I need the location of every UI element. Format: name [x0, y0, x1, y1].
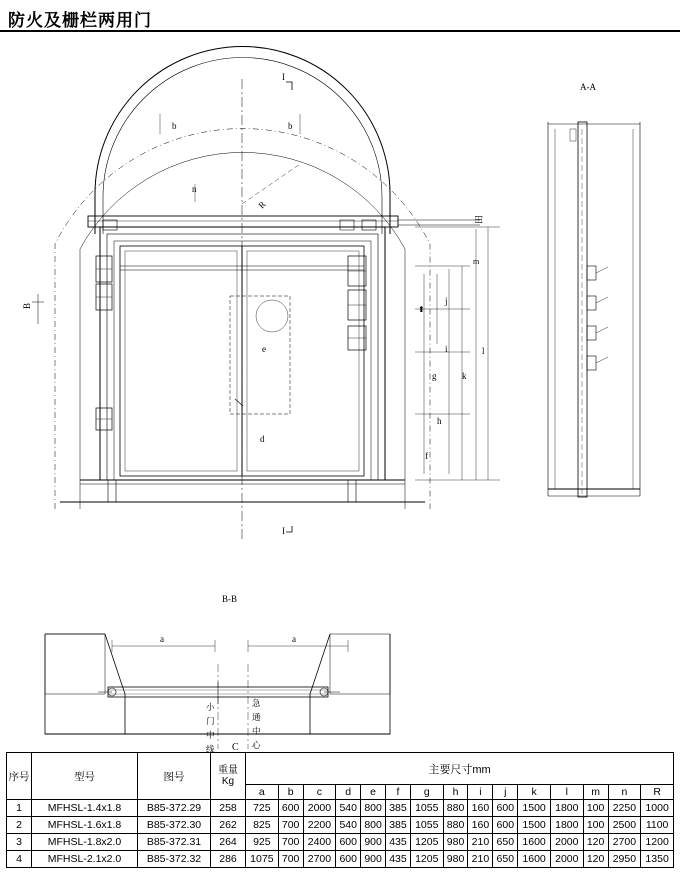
svg-text:m: m [473, 257, 480, 266]
svg-text:i: i [445, 344, 448, 354]
cell-g: 1055 [410, 817, 443, 834]
cell-drawing-no: B85-372.31 [138, 834, 211, 851]
cell-weight: 286 [211, 851, 246, 868]
th-weight-label: 重量 [218, 765, 238, 776]
cell-m: 120 [583, 834, 608, 851]
cell-e: 900 [361, 834, 386, 851]
cell-g: 1205 [410, 834, 443, 851]
svg-text:a: a [292, 634, 296, 644]
cell-R: 1000 [641, 800, 674, 817]
svg-text:通: 通 [252, 712, 261, 722]
label-front-bottom: I [282, 526, 285, 536]
cell-h: 980 [443, 851, 468, 868]
cell-n: 2950 [608, 851, 641, 868]
cell-a: 725 [246, 800, 279, 817]
svg-text:l: l [482, 346, 485, 356]
th-weight-unit: Kg [221, 776, 235, 787]
cell-b: 600 [278, 800, 303, 817]
svg-text:中: 中 [206, 730, 215, 740]
svg-text:B: B [22, 302, 32, 309]
cell-weight: 262 [211, 817, 246, 834]
cell-f: 385 [386, 800, 411, 817]
svg-text:b: b [288, 121, 293, 131]
th-dim-R: R [641, 785, 674, 800]
cell-drawing-no: B85-372.30 [138, 817, 211, 834]
svg-text:田: 田 [474, 214, 484, 224]
cell-n: 2250 [608, 800, 641, 817]
th-dim-f: f [386, 785, 411, 800]
cell-m: 120 [583, 851, 608, 868]
cell-R: 1200 [641, 834, 674, 851]
cell-j: 600 [493, 817, 518, 834]
cell-index: 3 [7, 834, 32, 851]
th-model: 型号 [32, 753, 138, 800]
cell-b: 700 [278, 834, 303, 851]
cell-c: 2400 [303, 834, 336, 851]
page-title: 防火及栅栏两用门 [8, 11, 152, 30]
spec-table-wrapper [6, 752, 674, 868]
th-dim-e: e [361, 785, 386, 800]
cell-f: 435 [386, 834, 411, 851]
cell-l: 1800 [550, 800, 583, 817]
cell-m: 100 [583, 800, 608, 817]
svg-text:小: 小 [206, 702, 215, 712]
title-divider [0, 30, 680, 32]
cell-f: 435 [386, 851, 411, 868]
th-dim-i: i [468, 785, 493, 800]
cell-d: 600 [336, 851, 361, 868]
th-dim-d: d [336, 785, 361, 800]
cell-l: 1800 [550, 817, 583, 834]
cell-weight: 264 [211, 834, 246, 851]
cell-a: 925 [246, 834, 279, 851]
cell-g: 1055 [410, 800, 443, 817]
label-front-top: I [282, 72, 285, 82]
cell-d: 540 [336, 817, 361, 834]
cell-e: 800 [361, 817, 386, 834]
cell-n: 2700 [608, 834, 641, 851]
svg-text:j: j [445, 296, 448, 306]
cell-f: 385 [386, 817, 411, 834]
label-section-bb: B-B [222, 594, 238, 604]
cell-j: 650 [493, 834, 518, 851]
cell-d: 600 [336, 834, 361, 851]
svg-text:中: 中 [252, 726, 261, 736]
cell-j: 650 [493, 851, 518, 868]
svg-text:⬆: ⬆ [418, 305, 425, 314]
cell-b: 700 [278, 817, 303, 834]
svg-text:d: d [260, 434, 265, 444]
cell-index: 1 [7, 800, 32, 817]
th-weight [211, 753, 246, 800]
svg-text:门: 门 [206, 716, 215, 726]
cell-R: 1350 [641, 851, 674, 868]
technical-drawing [0, 34, 680, 754]
cell-j: 600 [493, 800, 518, 817]
cell-drawing-no: B85-372.32 [138, 851, 211, 868]
th-dim-g: g [410, 785, 443, 800]
cell-n: 2500 [608, 817, 641, 834]
cell-h: 980 [443, 834, 468, 851]
svg-text:k: k [462, 371, 467, 381]
svg-text:R: R [256, 199, 268, 211]
svg-text:n: n [192, 184, 197, 194]
svg-text:急: 急 [252, 698, 261, 708]
spec-table [6, 752, 674, 868]
cell-e: 800 [361, 800, 386, 817]
cell-i: 160 [468, 817, 493, 834]
cell-i: 160 [468, 800, 493, 817]
cell-index: 2 [7, 817, 32, 834]
cell-m: 100 [583, 817, 608, 834]
th-dim-n: n [608, 785, 641, 800]
cell-i: 210 [468, 834, 493, 851]
cell-k: 1600 [518, 834, 551, 851]
cell-g: 1205 [410, 851, 443, 868]
svg-text:线: 线 [206, 744, 215, 754]
svg-text:b: b [172, 121, 177, 131]
svg-text:h: h [437, 416, 442, 426]
cell-h: 880 [443, 800, 468, 817]
cell-model: MFHSL-1.8x2.0 [32, 834, 138, 851]
th-dim-a: a [246, 785, 279, 800]
svg-text:f: f [425, 451, 428, 461]
th-dim-c: c [303, 785, 336, 800]
cell-model: MFHSL-1.6x1.8 [32, 817, 138, 834]
label-section-aa: A-A [580, 82, 596, 92]
cell-h: 880 [443, 817, 468, 834]
th-dim-h: h [443, 785, 468, 800]
cell-a: 1075 [246, 851, 279, 868]
svg-text:g: g [432, 371, 437, 381]
cell-index: 4 [7, 851, 32, 868]
cell-weight: 258 [211, 800, 246, 817]
cell-k: 1600 [518, 851, 551, 868]
th-index: 序号 [7, 753, 32, 800]
svg-text:a: a [160, 634, 164, 644]
table-row [7, 834, 674, 851]
cell-drawing-no: B85-372.29 [138, 800, 211, 817]
cell-e: 900 [361, 851, 386, 868]
th-main-dims: 主要尺寸mm [246, 753, 674, 785]
table-row [7, 851, 674, 868]
cell-c: 2200 [303, 817, 336, 834]
cell-l: 2000 [550, 834, 583, 851]
svg-text:e: e [262, 344, 266, 354]
th-dim-m: m [583, 785, 608, 800]
cell-d: 540 [336, 800, 361, 817]
svg-text:心: 心 [252, 740, 261, 750]
th-dim-j: j [493, 785, 518, 800]
cell-a: 825 [246, 817, 279, 834]
cell-i: 210 [468, 851, 493, 868]
cell-k: 1500 [518, 817, 551, 834]
table-row [7, 817, 674, 834]
cell-c: 2700 [303, 851, 336, 868]
cell-model: MFHSL-2.1x2.0 [32, 851, 138, 868]
svg-text:C: C [232, 742, 239, 753]
cell-model: MFHSL-1.4x1.8 [32, 800, 138, 817]
cell-R: 1100 [641, 817, 674, 834]
th-dim-l: l [550, 785, 583, 800]
cell-k: 1500 [518, 800, 551, 817]
th-dim-b: b [278, 785, 303, 800]
th-drawing-no: 图号 [138, 753, 211, 800]
table-row [7, 800, 674, 817]
cell-c: 2000 [303, 800, 336, 817]
cell-b: 700 [278, 851, 303, 868]
th-dim-k: k [518, 785, 551, 800]
cell-l: 2000 [550, 851, 583, 868]
